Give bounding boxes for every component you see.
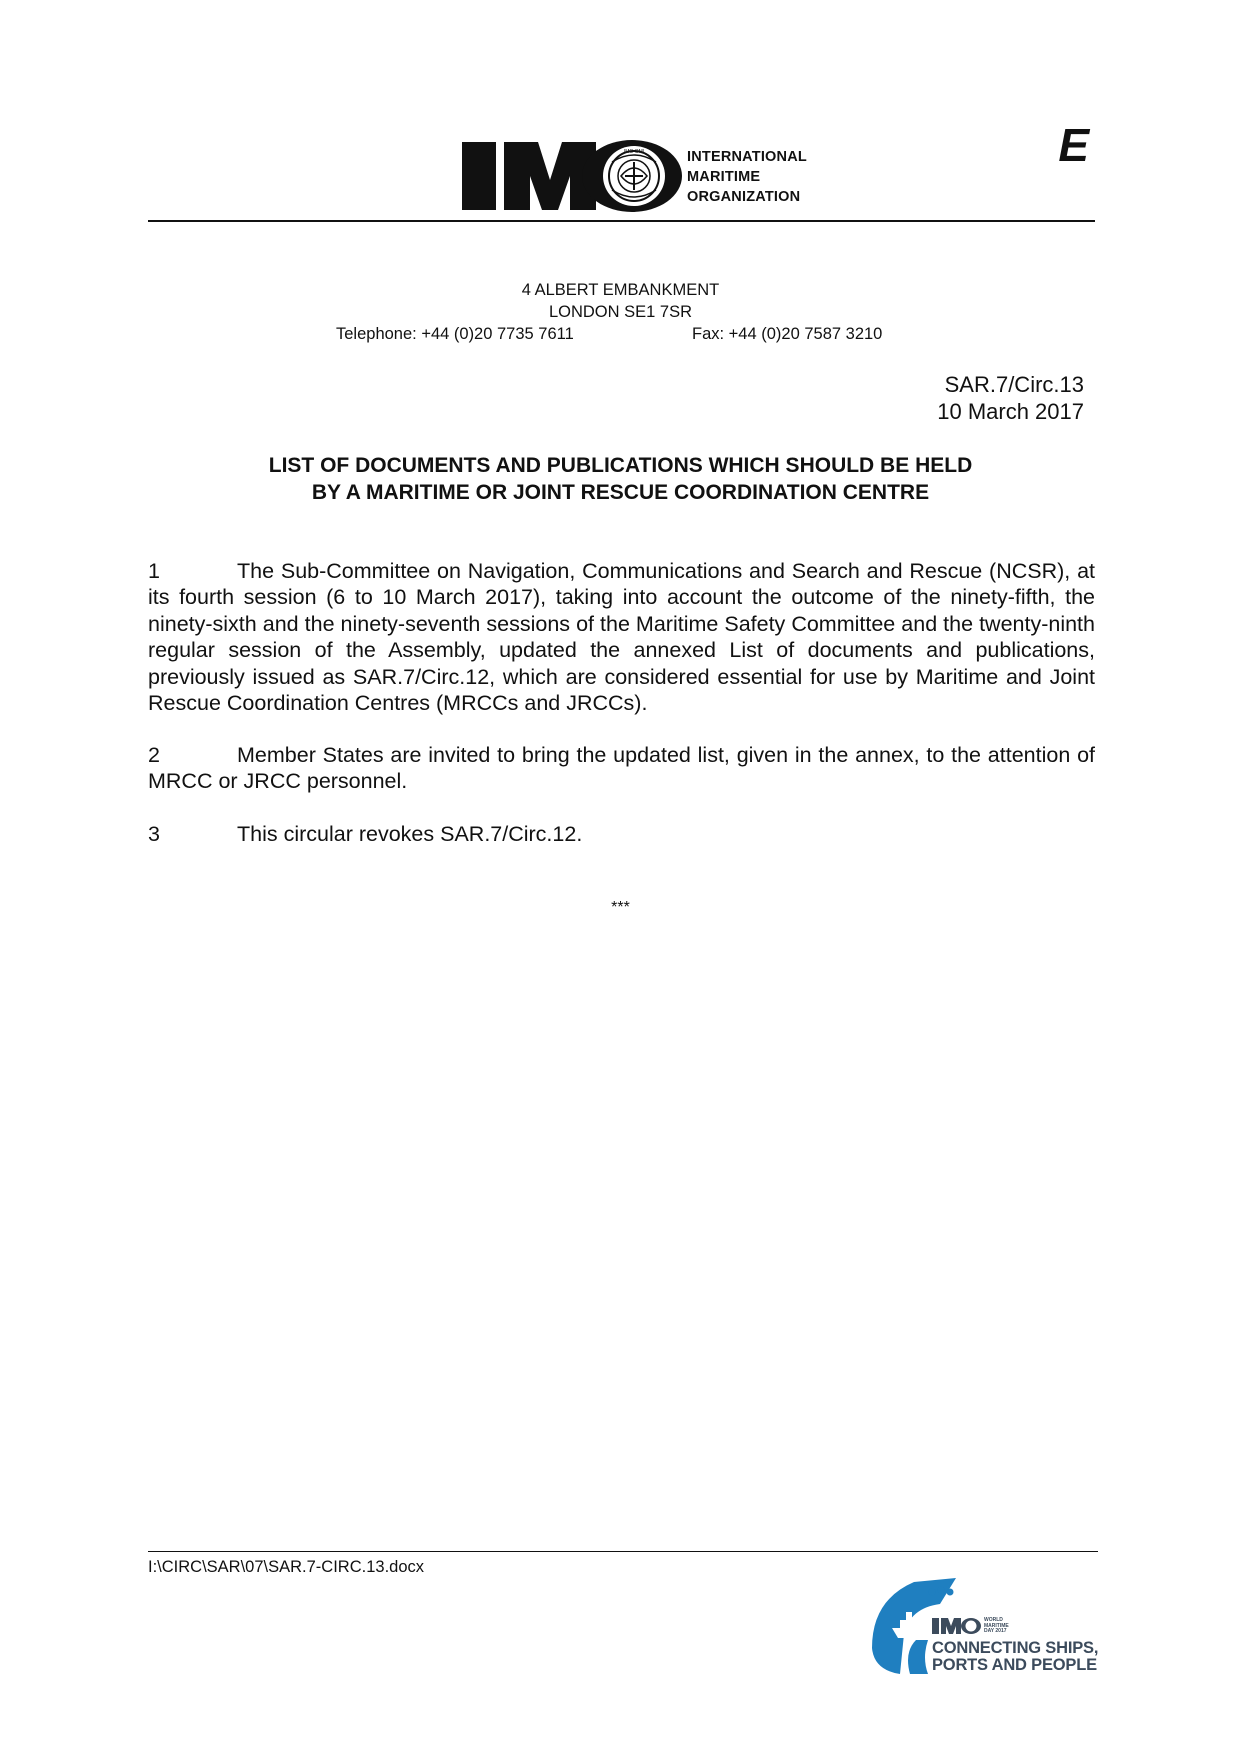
- paragraph-3: [148, 821, 1095, 847]
- paragraph-2: [148, 742, 1095, 795]
- paragraph-text: The Sub-Committee on Navigation, Communications and Search and Rescue (NCSR), at its fourth session (6 to 10 March 2017), taking into account the outcome of the ninety-fifth, the ninety-sixth and the ninety-seventh sessions of the Maritime Safety Committee and the twenty-ninth regular session of the Assembly, updated the annexed List of documents and publications, previously issued as SAR.7/Circ.12, which are considered essential for use by Maritime and Joint Rescue Coordination Centres (MRCCs and JRCCs).: [148, 559, 1095, 716]
- paragraph-text: Member States are invited to bring the updated list, given in the annex, to the attention of MRCC or JRCC personnel.: [148, 743, 1095, 794]
- imo-logo: [462, 138, 822, 216]
- paragraph-text: This circular revokes SAR.7/Circ.12.: [237, 822, 583, 846]
- paragraph-1: [148, 558, 1095, 716]
- file-path: I:\CIRC\SAR\07\SAR.7-CIRC.13.docx: [148, 1558, 425, 1576]
- paragraph-number: 1: [148, 559, 160, 583]
- end-separator: ***: [611, 899, 630, 916]
- footer-divider: [148, 1551, 1098, 1552]
- document-date: 10 March 2017: [937, 399, 1084, 424]
- telephone: Telephone: +44 (0)20 7735 7611: [336, 325, 574, 343]
- address-line-2: LONDON SE1 7SR: [548, 303, 693, 321]
- imo-wordmark-graphic: [462, 138, 687, 216]
- world-maritime-day-badge: [870, 1578, 1100, 1676]
- org-name-line-3: ORGANIZATION: [687, 189, 801, 205]
- header-divider: [148, 220, 1095, 222]
- document-symbol: SAR.7/Circ.13: [944, 372, 1084, 397]
- paragraph-number: 2: [148, 743, 160, 767]
- org-name-line-1: INTERNATIONAL: [687, 149, 807, 165]
- org-name-line-2: MARITIME: [687, 169, 761, 185]
- wmd-slogan-line-2: PORTS AND PEOPLE: [932, 1656, 1097, 1674]
- language-letter: E: [1058, 119, 1089, 171]
- wmd-small-text-1: WORLD: [984, 1617, 1003, 1623]
- wmd-small-text-2: MARITIME: [984, 1622, 1009, 1629]
- document-title-line-2: BY A MARITIME OR JOINT RESCUE COORDINATION CENTRE: [311, 481, 930, 504]
- svg-text:IMO OMI: IMO OMI: [623, 149, 645, 155]
- document-title-line-1: LIST OF DOCUMENTS AND PUBLICATIONS WHICH SHOULD BE HELD: [268, 454, 973, 477]
- wmd-slogan-line-1: CONNECTING SHIPS,: [932, 1639, 1099, 1657]
- address-line-1: 4 ALBERT EMBANKMENT: [521, 281, 720, 299]
- wmd-small-text-3: DAY 2017: [984, 1628, 1007, 1634]
- fax: Fax: +44 (0)20 7587 3210: [692, 325, 883, 343]
- paragraph-number: 3: [148, 822, 160, 846]
